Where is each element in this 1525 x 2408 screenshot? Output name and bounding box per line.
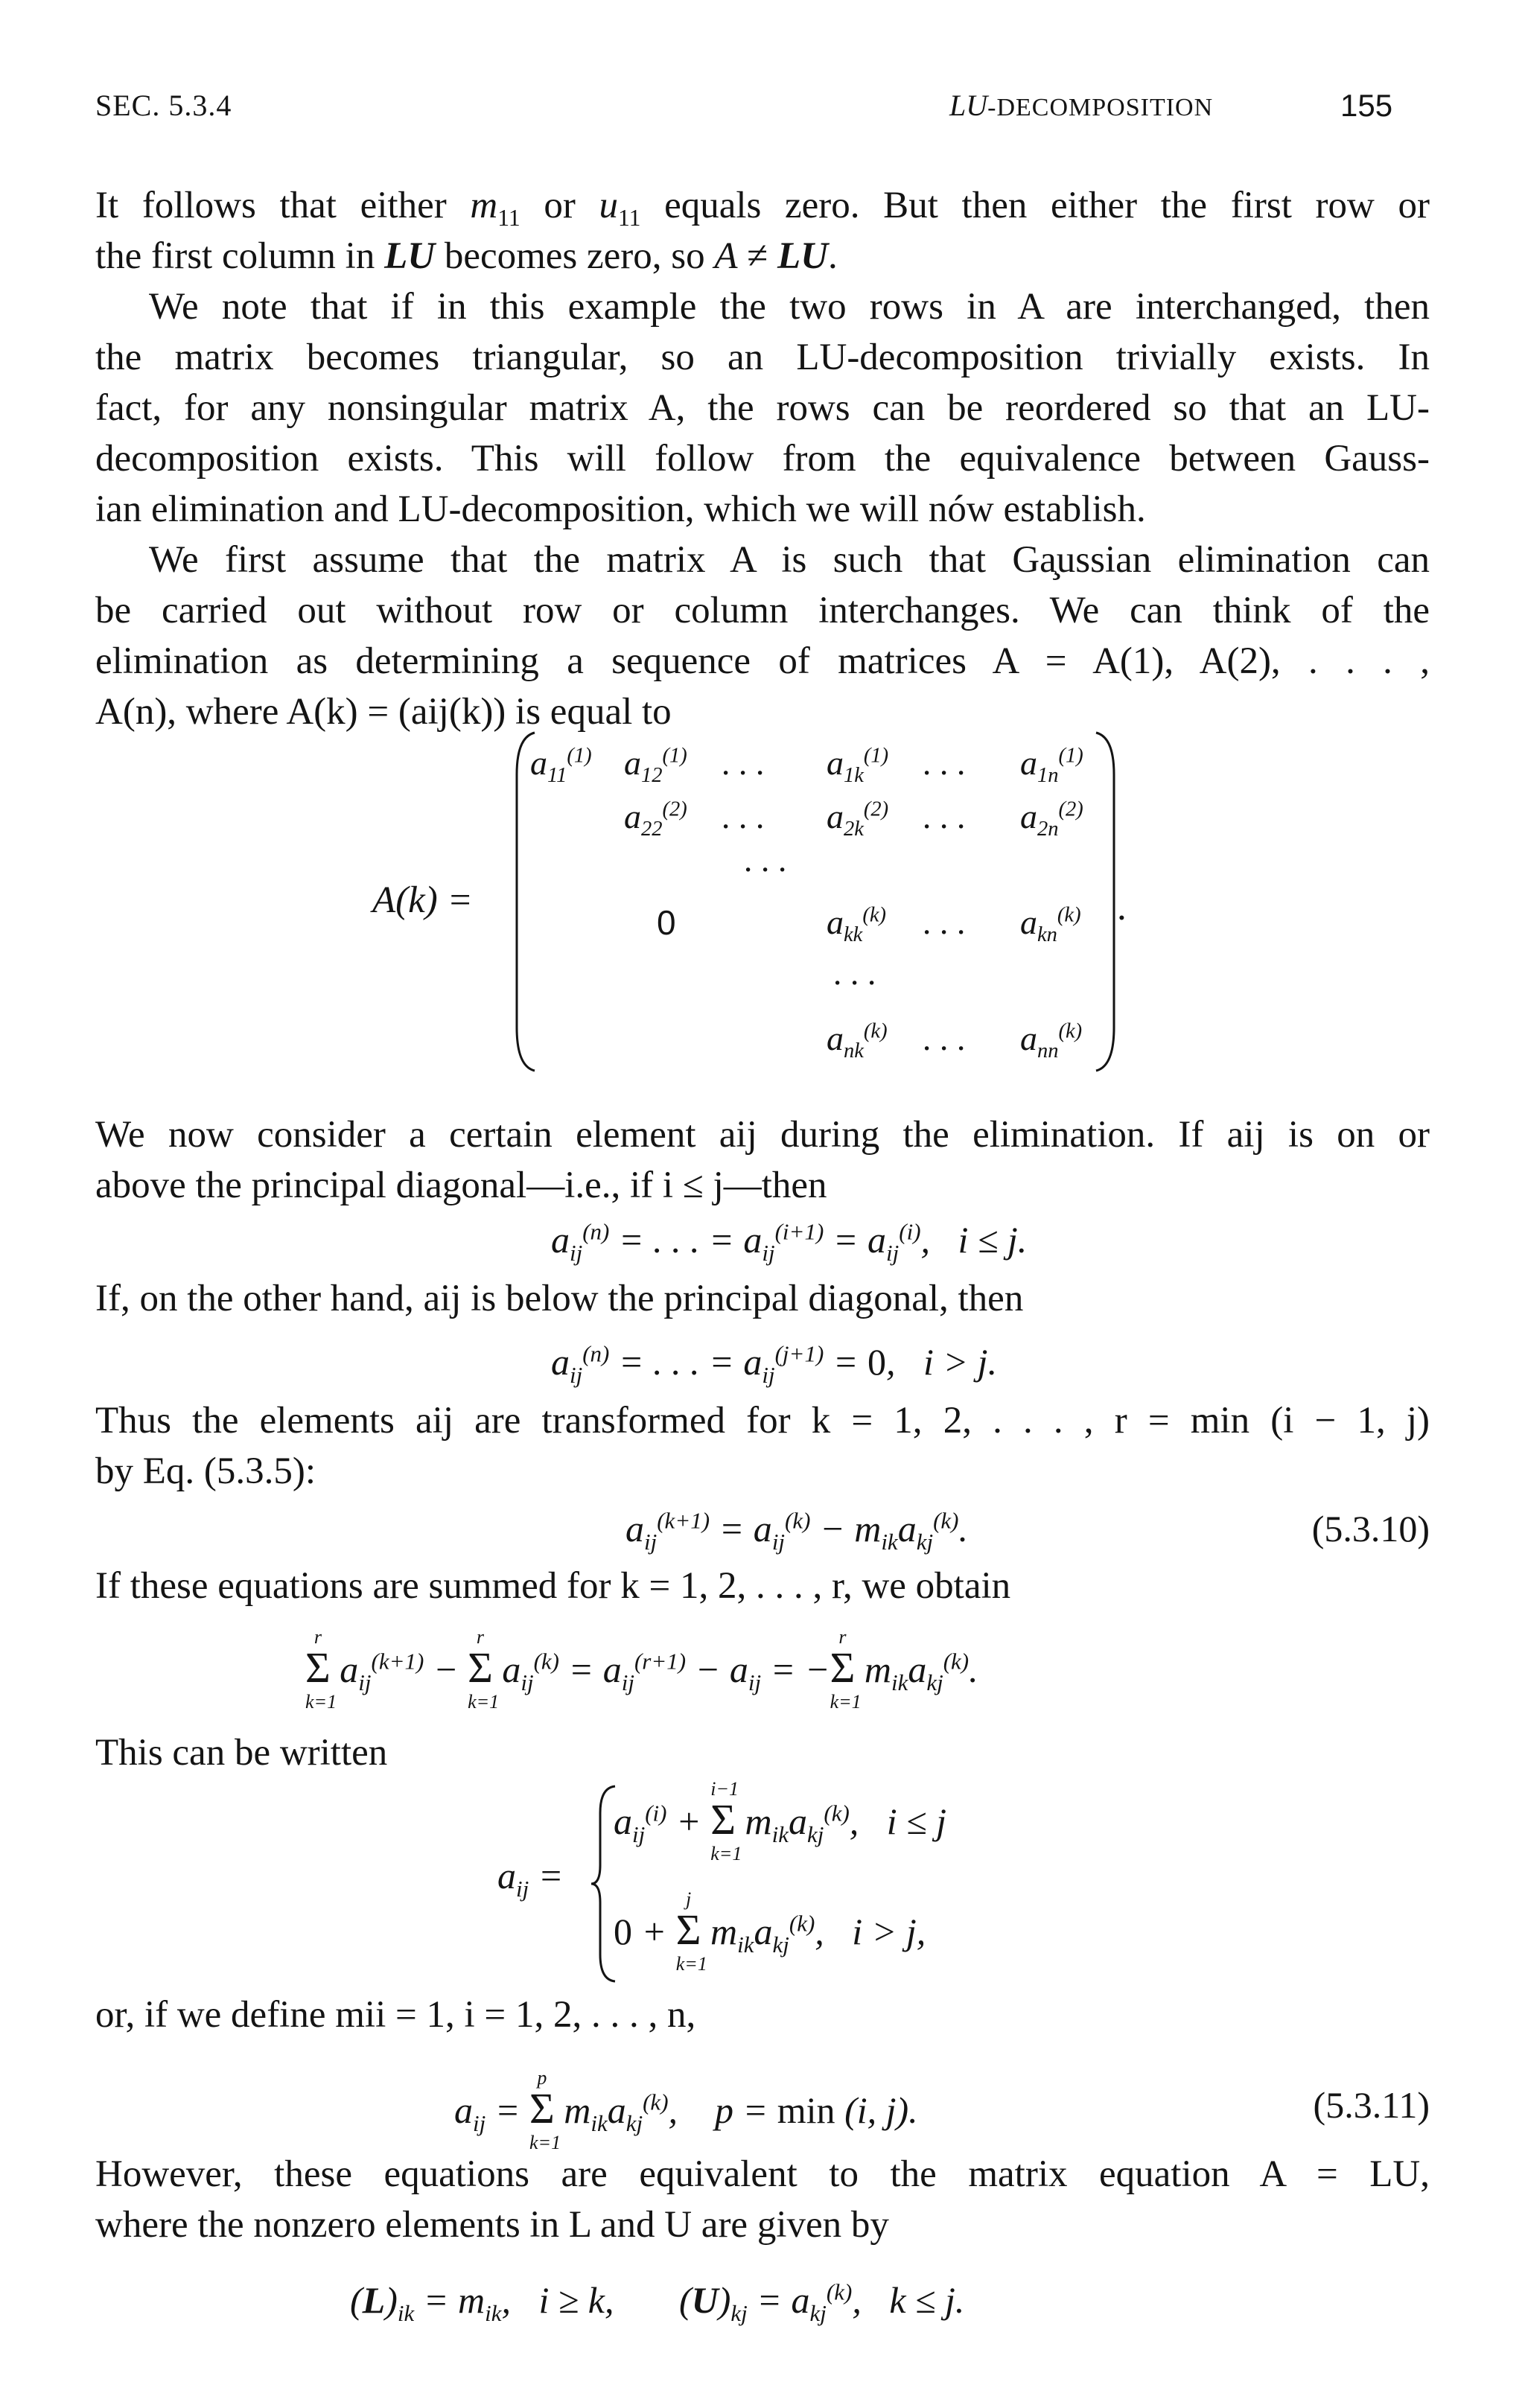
equation-upper-diagonal: $a_{ij}^{(n)}$ = . . . = $a_{ij}^{(i+1)} = a_{ij}^{(i)}$, i ≤ j.	[551, 1218, 1028, 1266]
equation-number: (5.3.10)	[1311, 1508, 1430, 1549]
matrix-entry: $a_{nk}^{(k)}$	[827, 1019, 888, 1063]
paragraph-line: above the principal diagonal—i.e., if i ≤ j—then	[95, 1165, 827, 1206]
piecewise-lhs: $a_{ij}$ =	[497, 1855, 564, 1902]
matrix-entry: $a_{1n}^{(1)}$	[1020, 744, 1083, 788]
sum-symbol: Σ i−1 k=1	[710, 1778, 742, 1864]
equation-lu-elements: $(L)_{ik} = m_{ik}$, i ≥ k, $(U)_{kj} = a_{kj}^{(k)}$, k ≤ j.	[350, 2278, 965, 2326]
sum-symbol: Σ p k=1	[529, 2067, 561, 2153]
matrix-entry: $a_{1k}^{(1)}$	[827, 744, 889, 788]
paragraph-line: However, these equations are equivalent to the matrix equation A = LU,	[95, 2153, 1430, 2195]
equation-5-3-11: $a_{ij} = \Sigma$ p k=1 $m_{ik}a_{kj}^{(k)}$, p = min (i, j).	[454, 2067, 918, 2153]
matrix-entry: $a_{2k}^{(2)}$	[827, 797, 889, 841]
page-number: 155	[1340, 88, 1393, 123]
matrix-dots: . . .	[722, 797, 765, 835]
matrix-ak	[0, 730, 1525, 1080]
paragraph-line: If, on the other hand, aij is below the principal diagonal, then	[95, 1278, 1024, 1319]
sum-symbol: Σ r k=1	[830, 1626, 862, 1713]
sum-symbol: Σ r k=1	[468, 1626, 500, 1713]
paragraph-line: decomposition exists. This will follow from the equivalence between Gauss-	[95, 438, 1430, 480]
paragraph-line: by Eq. (5.3.5):	[95, 1450, 316, 1492]
matrix-lhs: A(k) =	[372, 879, 473, 921]
matrix-dots: . . .	[834, 954, 877, 992]
paragraph-line: ian elimination and LU-decomposition, which we will nów establish.	[95, 488, 1146, 530]
paragraph-line: where the nonzero elements in L and U are given by	[95, 2204, 889, 2246]
paragraph-line: elimination as determining a sequence of matrices A = A(1), A(2), . . . ,	[95, 640, 1430, 682]
paragraph-8	[95, 1727, 1430, 1778]
paragraph-4	[95, 1109, 1430, 1211]
section-label: SEC. 5.3.4	[95, 89, 232, 122]
paragraph-9	[95, 1990, 1430, 2040]
matrix-entry: $a_{kn}^{(k)}$	[1020, 903, 1081, 947]
paragraph-line: If these equations are summed for k = 1, 2, . . . , r, we obtain	[95, 1565, 1011, 1607]
matrix-dots: . . .	[923, 744, 967, 782]
matrix-dots: . . .	[923, 1019, 967, 1057]
sum-symbol: Σ r k=1	[305, 1626, 337, 1713]
matrix-entry: $a_{nn}^{(k)}$	[1020, 1019, 1083, 1063]
sum-symbol: Σ j k=1	[675, 1888, 707, 1975]
paragraph-line: We first assume that the matrix A is such that Ga̧ussian elimination can	[149, 539, 1430, 581]
piecewise-case-upper: $a_{ij}^{(i)} + \Sigma$ i−1 k=1 $m_{ik}a_{kj}^{(k)}$, i ≤ j	[614, 1778, 947, 1864]
matrix-dots: . . .	[923, 903, 967, 941]
paragraph-5	[95, 1273, 1430, 1324]
matrix-entry: $a_{kk}^{(k)}$	[827, 903, 886, 947]
paragraph-line: It follows that either $m_{11}$ or $u_{11}$ equals zero. But then either the first row or	[95, 185, 1430, 232]
paragraph-line: or, if we define mii = 1, i = 1, 2, . . . , n,	[95, 1994, 696, 2036]
paragraph-1	[95, 180, 1430, 281]
running-title-rest: -DECOMPOSITION	[987, 94, 1214, 121]
paragraph-line: We note that if in this example the two rows in A are interchanged, then	[149, 286, 1430, 328]
matrix-period: .	[1117, 887, 1127, 929]
matrix-dots: . . .	[923, 797, 967, 835]
paragraph-3	[95, 535, 1430, 737]
equation-5-3-10: $a_{ij}^{(k+1)} = a_{ij}^{(k)} - m_{ik}a_{kj}^{(k)}$.	[625, 1507, 968, 1555]
matrix-zero: 0	[657, 903, 676, 942]
paragraph-6	[95, 1395, 1430, 1497]
matrix-right-bracket	[1095, 730, 1117, 1072]
paragraph-line: Thus the elements aij are transformed for k = 1, 2, . . . , r = min (i − 1, j)	[95, 1400, 1430, 1442]
paragraph-line: We now consider a certain element aij during the elimination. If aij is on or	[95, 1114, 1430, 1156]
equation-lower-diagonal: $a_{ij}^{(n)}$ = . . . = $a_{ij}^{(j+1)} = 0$, i > j.	[551, 1340, 998, 1388]
matrix-dots: . . .	[745, 841, 788, 879]
matrix-entry: $a_{2n}^{(2)}$	[1020, 797, 1083, 841]
paragraph-line: fact, for any nonsingular matrix A, the rows can be reordered so that an LU-	[95, 387, 1430, 429]
running-title	[949, 88, 1213, 123]
paragraph-10	[95, 2149, 1430, 2250]
running-title-lu: LU	[949, 89, 988, 122]
matrix-entry: $a_{11}^{(1)}$	[530, 744, 592, 788]
paragraph-line: the matrix becomes triangular, so an LU-decomposition trivially exists. In	[95, 337, 1430, 378]
equation-summed: Σ r k=1 $a_{ij}^{(k+1)} - \Sigma$ r k=1 $a_{ij}^{(k)} = a_{ij}^{(r+1)} - a_{ij} = -\Sigma$ r k=1 $m_{ik}a_{kj}^{(k)}$.	[305, 1626, 978, 1713]
matrix-entry: $a_{12}^{(1)}$	[624, 744, 687, 788]
paragraph-line: the first column in LU becomes zero, so A ≠ LU.	[95, 235, 838, 277]
paragraph-line: This can be written	[95, 1732, 388, 1774]
paragraph-line: be carried out without row or column interchanges. We can think of the	[95, 590, 1430, 631]
paragraph-line: A(n), where A(k) = (aij(k)) is equal to	[95, 691, 672, 733]
matrix-dots: . . .	[722, 744, 765, 782]
matrix-entry: $a_{22}^{(2)}$	[624, 797, 687, 841]
piecewise-case-lower: 0 + Σ j k=1 $m_{ik}a_{kj}^{(k)}$, i > j,	[614, 1888, 926, 1975]
paragraph-2	[95, 281, 1430, 535]
paragraph-7	[95, 1561, 1430, 1611]
equation-number: (5.3.11)	[1313, 2084, 1430, 2126]
